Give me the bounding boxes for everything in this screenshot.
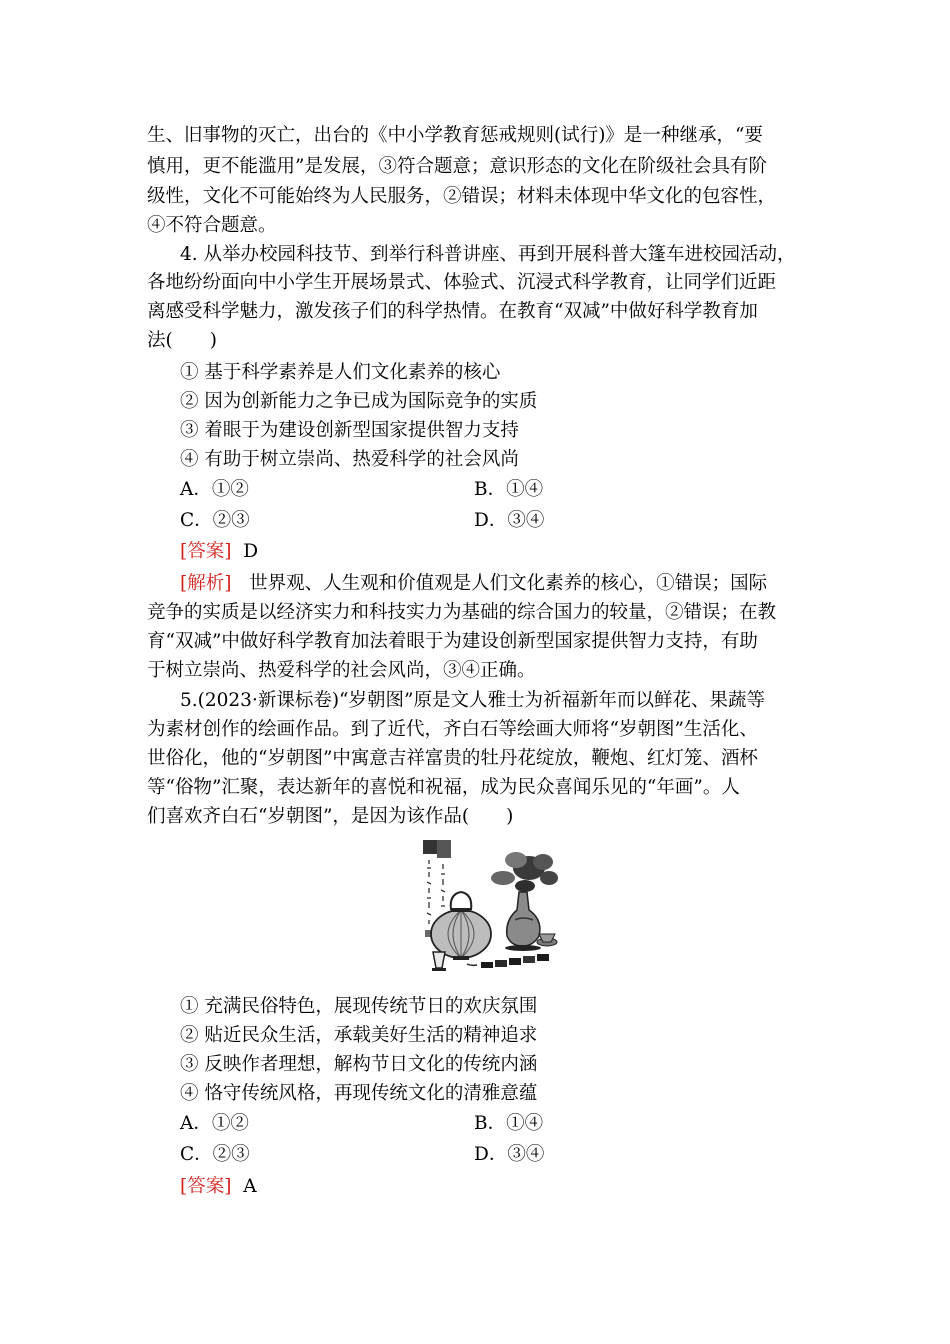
painting-seal-2 xyxy=(437,840,451,858)
lantern-top xyxy=(451,908,471,912)
q4-stem-line: 4. 从举办校园科技节、到举行科普讲座、再到开展科普大篷车进校园活动， xyxy=(180,244,796,265)
lantern-handle-2 xyxy=(461,892,471,910)
q4-analysis-line: 于树立崇尚、热爱科学的社会风尚，③④正确。 xyxy=(147,660,536,681)
q4-item-3: ③ 着眼于为建设创新型国家提供智力支持 xyxy=(180,420,519,441)
q4-analysis-line: 育“双减”中做好科学教育加法着眼于为建设创新型国家提供智力支持，有助 xyxy=(147,631,758,652)
q5-item-3: ③ 反映作者理想，解构节日文化的传统内涵 xyxy=(180,1054,538,1075)
q5-option-b: B．①④ xyxy=(474,1113,544,1134)
q4-stem-line: 各地纷纷面向中小学生开展场景式、体验式、沉浸式科学教育，让同学们近距 xyxy=(147,272,777,293)
q4-stem-line: 法( ) xyxy=(147,330,217,351)
q4-answer: D xyxy=(243,541,259,562)
q4-item-2: ② 因为创新能力之争已成为国际竞争的实质 xyxy=(180,391,538,412)
painting-figure xyxy=(421,838,561,980)
q4-analysis-line: 世界观、人生观和价值观是人们文化素养的核心，①错误；国际 xyxy=(249,573,768,594)
q5-option-c: C．②③ xyxy=(180,1144,250,1165)
q4-analysis-line: 竞争的实质是以经济实力和科技实力为基础的综合国力的较量，②错误；在教 xyxy=(147,602,777,623)
prev-explanation-line: 级性，文化不可能始终为人民服务，②错误；材料未体现中华文化的包容性， xyxy=(147,186,777,207)
vase-stand xyxy=(505,945,541,951)
q5-answer: A xyxy=(243,1176,257,1197)
q5-answer-row xyxy=(180,1175,257,1199)
q5-answer-tag: [答案] xyxy=(180,1176,232,1197)
q4-option-b: B．①④ xyxy=(474,479,544,500)
q5-stem-line: 5.(2023·新课标卷)“岁朝图”原是文人雅士为祈福新年而以鲜花、果蔬等 xyxy=(180,690,765,711)
q4-option-d: D．③④ xyxy=(474,510,545,531)
q5-option-a: A．①② xyxy=(180,1113,249,1134)
lantern-bottom xyxy=(453,956,469,960)
q4-answer-row xyxy=(180,540,258,564)
q5-stem-line: 世俗化，他的“岁朝图”中寓意吉祥富贵的牡丹花绽放，鞭炮、红灯笼、酒杯 xyxy=(147,748,758,769)
painting-seal-top xyxy=(423,840,437,854)
q5-stem-line: 等“俗物”汇聚，表达新年的喜悦和祝福，成为民众喜闻乐见的“年画”。人 xyxy=(147,777,740,798)
q4-item-4: ④ 有助于树立崇尚、热爱科学的社会风尚 xyxy=(180,449,519,470)
q4-answer-tag: [答案] xyxy=(180,541,232,562)
q5-stem-line: 为素材创作的绘画作品。到了近代，齐白石等绘画大师将“岁朝图”生活化、 xyxy=(147,719,758,740)
q5-item-1: ① 充满民俗特色，展现传统节日的欢庆氛围 xyxy=(180,996,538,1017)
q4-stem-line: 离感受科学魅力，激发孩子们的科学热情。在教育“双减”中做好科学教育加 xyxy=(147,301,758,322)
firecrackers xyxy=(467,954,549,968)
q5-item-4: ④ 恪守传统风格，再现传统文化的清雅意蕴 xyxy=(180,1083,538,1104)
prev-explanation-line: 慎用，更不能滥用”是发展，③符合题意；意识形态的文化在阶级社会具有阶 xyxy=(147,156,767,177)
lantern-handle xyxy=(451,892,461,910)
q4-item-1: ① 基于科学素养是人们文化素养的核心 xyxy=(180,362,501,383)
prev-explanation-line: 生、旧事物的灭亡，出台的《中小学教育惩戒规则(试行)》是一种继承，“要 xyxy=(147,125,763,146)
q4-option-a: A．①② xyxy=(180,479,249,500)
q5-option-d: D．③④ xyxy=(474,1144,545,1165)
q4-analysis-row xyxy=(180,572,767,596)
prev-explanation-line: ④不符合题意。 xyxy=(147,215,277,236)
q5-item-2: ② 贴近民众生活，承载美好生活的精神追求 xyxy=(180,1025,538,1046)
q4-option-c: C．②③ xyxy=(180,510,250,531)
vase xyxy=(507,892,540,946)
q5-stem-line: 们喜欢齐白石“岁朝图”，是因为该作品( ) xyxy=(147,806,514,827)
q4-analysis-tag: [解析] xyxy=(180,573,232,594)
wine-cup-base xyxy=(432,968,446,971)
peony-flower xyxy=(491,852,558,892)
wine-cup xyxy=(433,952,445,968)
